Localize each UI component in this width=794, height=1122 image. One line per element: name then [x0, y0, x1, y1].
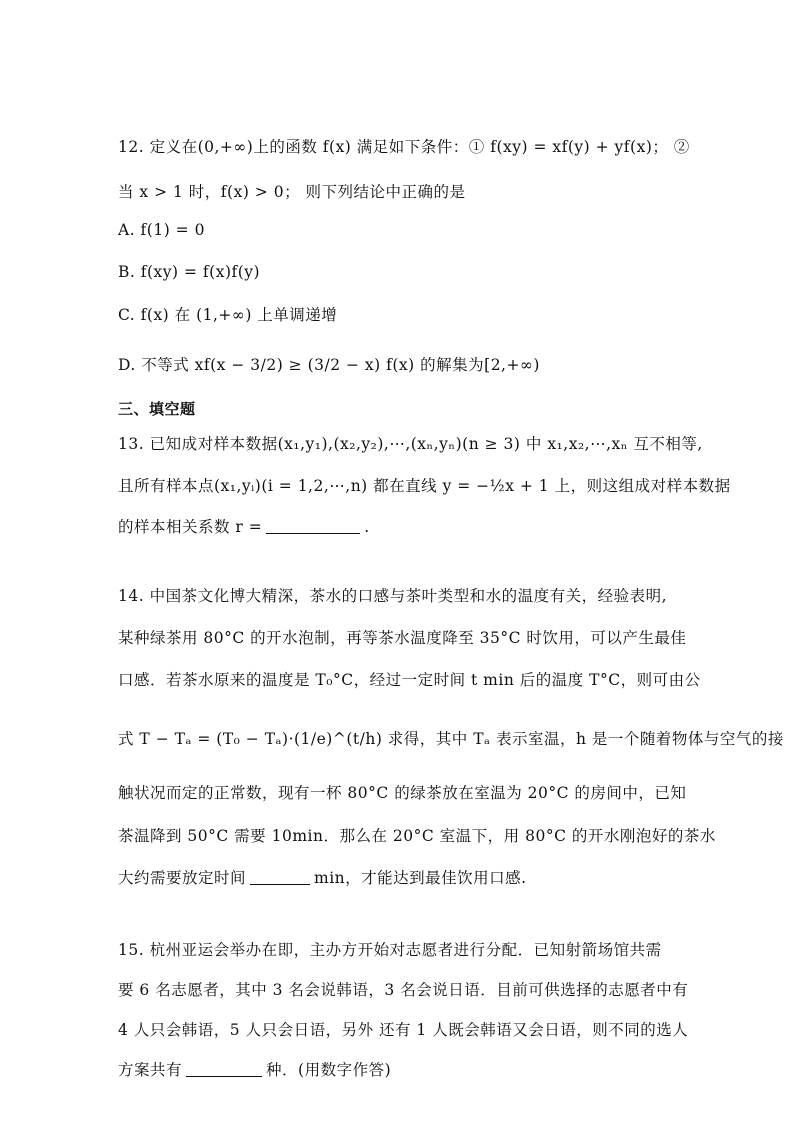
- q15-line-1: 15. 杭州亚运会举办在即，主办方开始对志愿者进行分配．已知射箭场馆共需: [118, 941, 662, 959]
- q15-line-2: 要 6 名志愿者，其中 3 名会说韩语，3 名会说日语．目前可供选择的志愿者中有: [118, 981, 689, 999]
- q13-line-3-end: .: [364, 518, 370, 536]
- q13-line-3-text: 的样本相关系数 r =: [118, 518, 263, 536]
- q13-line-2: 且所有样本点(x₁,yᵢ)(i = 1,2,⋯,n) 都在直线 y = −½x + 1 上，则这组成对样本数据: [118, 477, 731, 495]
- q12-line-2: 当 x > 1 时，f(x) > 0； 则下列结论中正确的是: [118, 183, 466, 201]
- q14-line-3: 口感．若茶水原来的温度是 T₀°C，经过一定时间 t min 后的温度 T°C，则可由公: [118, 671, 701, 689]
- q14-line-7-end: min，才能达到最佳饮用口感.: [314, 869, 527, 887]
- q14-line-4: 式 T − Tₐ = (T₀ − Tₐ)·(1/e)^(t/h) 求得，其中 Tₐ 表示室温，h 是一个随着物体与空气的接: [118, 730, 784, 748]
- answer-blank-14[interactable]: [250, 883, 310, 885]
- answer-blank-15[interactable]: [186, 1075, 262, 1077]
- q12-option-c: C. f(x) 在 (1,+∞) 上单调递增: [118, 306, 338, 324]
- q14-line-5: 触状况而定的正常数，现有一杯 80°C 的绿茶放在室温为 20°C 的房间中，已知: [118, 784, 687, 802]
- q15-line-4-text: 方案共有: [118, 1061, 183, 1079]
- q15-line-3: 4 人只会韩语，5 人只会日语，另外 还有 1 人既会韩语又会日语，则不同的选人: [118, 1021, 689, 1039]
- answer-blank-13[interactable]: [266, 532, 360, 534]
- q12-line-1: 12. 定义在(0,+∞)上的函数 f(x) 满足如下条件：① f(xy) = xf(y) + yf(x)； ②: [118, 138, 690, 156]
- q12-option-d: D. 不等式 xf(x − 3/2) ≥ (3/2 − x) f(x) 的解集为[2,+∞): [118, 356, 540, 374]
- q13-line-3: [118, 515, 684, 537]
- q15-line-4-end: 种．(用数字作答): [266, 1061, 392, 1079]
- q14-line-6: 茶温降到 50°C 需要 10min．那么在 20°C 室温下，用 80°C 的开水刚泡好的茶水: [118, 827, 716, 845]
- section-heading: 三、填空题: [118, 400, 196, 418]
- q14-line-7-text: 大约需要放定时间: [118, 869, 247, 887]
- q12-option-a: A. f(1) = 0: [118, 221, 205, 239]
- q15-line-4: [118, 1058, 684, 1080]
- q14-line-2: 某种绿茶用 80°C 的开水泡制，再等茶水温度降至 35°C 时饮用，可以产生最佳: [118, 629, 687, 647]
- q14-line-1: 14. 中国茶文化博大精深，茶水的口感与茶叶类型和水的温度有关，经验表明,: [118, 587, 668, 605]
- q14-line-7: [118, 866, 684, 888]
- q13-line-1: 13. 已知成对样本数据(x₁,y₁),(x₂,y₂),⋯,(xₙ,yₙ)(n ≥ 3) 中 x₁,x₂,⋯,xₙ 互不相等,: [118, 435, 703, 453]
- q12-option-b: B. f(xy) = f(x)f(y): [118, 263, 261, 281]
